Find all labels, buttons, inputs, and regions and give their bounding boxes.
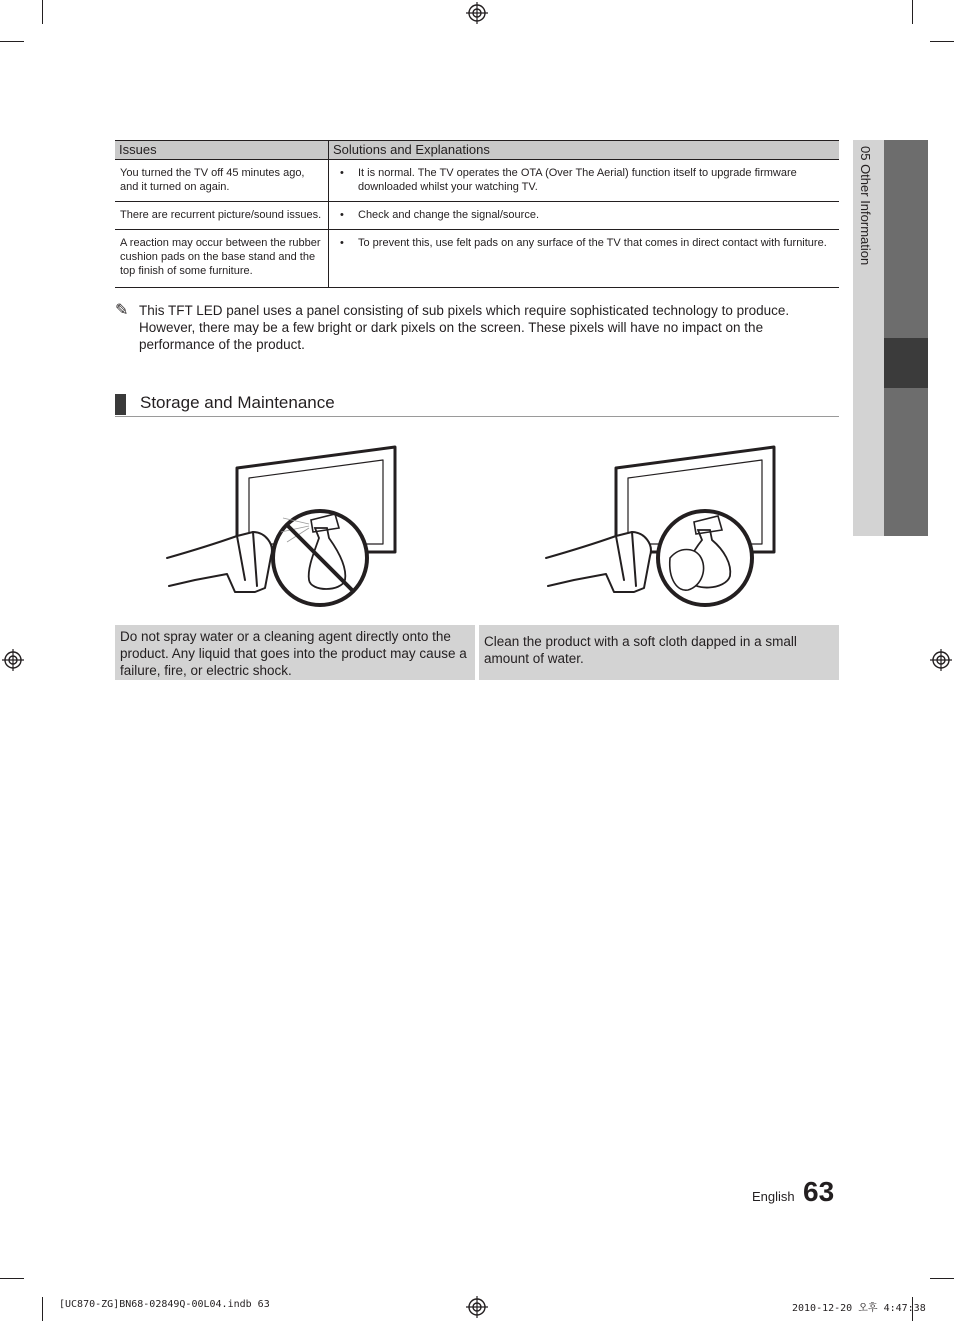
registration-mark-icon (466, 2, 488, 24)
crop-mark (912, 0, 913, 24)
print-slug-file: [UC870-ZG]BN68-02849Q-00L04.indb 63 (59, 1299, 270, 1310)
issue-cell: A reaction may occur between the rubber cushion pads on the base stand and the top finish of some furniture. (115, 230, 329, 288)
bullet-icon: • (340, 237, 344, 249)
section-bar-marker (115, 394, 126, 415)
crop-mark (930, 1278, 954, 1279)
soft-cloth-illustration (480, 440, 840, 620)
table-row (115, 202, 839, 230)
table-header-row (115, 141, 839, 160)
soft-cloth-caption: Clean the product with a soft cloth dapped in a small amount of water. (479, 625, 839, 680)
crop-mark (0, 41, 24, 42)
pencil-note-icon: ✎ (115, 302, 129, 319)
registration-mark-icon (466, 1296, 488, 1318)
bullet-icon: • (340, 167, 344, 179)
no-spray-illustration (115, 440, 475, 620)
crop-mark (42, 1297, 43, 1321)
no-spray-caption: Do not spray water or a cleaning agent directly onto the product. Any liquid that goes into the product may cause a failure, fire, or electric shock. (115, 625, 475, 680)
table-row (115, 230, 839, 288)
crop-mark (0, 1278, 24, 1279)
solution-text: It is normal. The TV operates the OTA (Over The Aerial) function itself to upgrade firmware downloaded whilst your watching TV. (358, 167, 797, 193)
solution-text: Check and change the signal/source. (358, 209, 540, 221)
prohibition-sign-icon (273, 511, 367, 605)
solution-text: To prevent this, use felt pads on any surface of the TV that comes in direct contact with furniture. (358, 237, 827, 249)
solution-cell (329, 160, 840, 202)
solution-cell (329, 202, 840, 230)
issues-table (115, 140, 839, 288)
issue-cell: You turned the TV off 45 minutes ago, and it turned on again. (115, 160, 329, 202)
table-row (115, 160, 839, 202)
cloth-magnified-icon (658, 511, 752, 605)
page-number: 63 (803, 1176, 835, 1207)
issue-cell: There are recurrent picture/sound issues. (115, 202, 329, 230)
solution-cell (329, 230, 840, 288)
solutions-column-header: Solutions and Explanations (329, 141, 840, 160)
section-title: Storage and Maintenance (140, 393, 335, 412)
note-text: This TFT LED panel uses a panel consisting of sub pixels which require sophisticated technology to produce. However, there may be a few bright or dark pixels on the screen. These pixels will have no impact on the performance of the product. (139, 303, 790, 352)
print-slug-date: 2010-12-20 오후 4:47:38 (792, 1303, 926, 1314)
note-paragraph (115, 302, 839, 353)
page-language: English (752, 1189, 795, 1204)
crop-mark (42, 0, 43, 24)
chapter-tab-label: 05 Other Information (858, 146, 873, 266)
chapter-tab-current-marker (884, 338, 928, 388)
registration-mark-icon (930, 649, 952, 671)
crop-mark (930, 41, 954, 42)
bullet-icon: • (340, 209, 344, 221)
section-heading (115, 392, 839, 417)
issues-column-header: Issues (115, 141, 329, 160)
registration-mark-icon (2, 649, 24, 671)
